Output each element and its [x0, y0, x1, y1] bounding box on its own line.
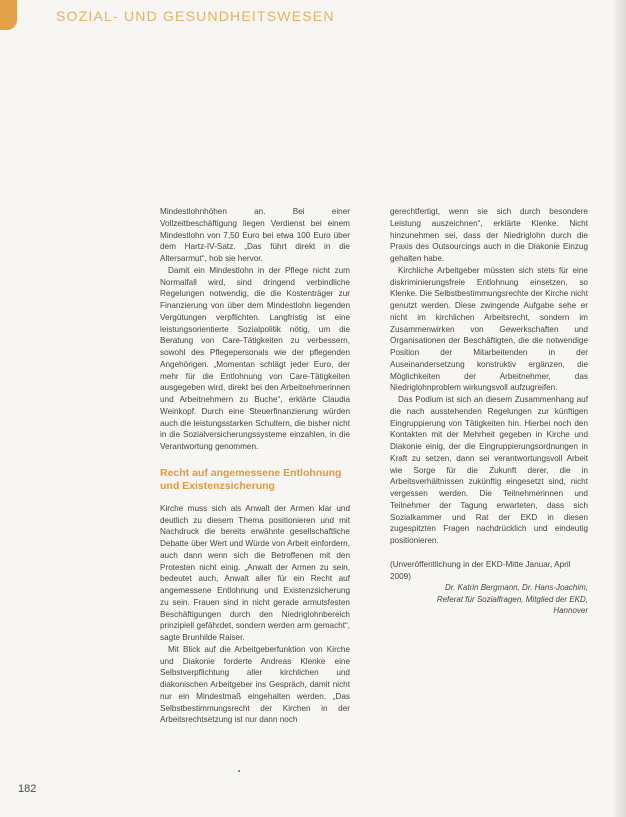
author-signature: [390, 582, 588, 617]
publication-note: (Unveröffentlichung in der EKD-Mitte Januar, April 2009): [390, 559, 571, 581]
signature-line: Dr. Katrin Bergmann, Dr. Hans-Joachim,: [444, 583, 588, 593]
section-header: SOZIAL- UND GESUNDHEITSWESEN: [56, 8, 335, 24]
page-edge-shadow: [612, 0, 626, 817]
section-color-tab: [0, 0, 17, 30]
signature-line: Referat für Sozialfragen, Mitglied der EKD,: [436, 594, 588, 604]
paragraph: gerechtfertigt, wenn sie sich durch besondere Leistung auszeichnen“, erklärte Klenke. Nicht hinzunehmen sei, dass der Niedriglohn durch die Praxis des Outsourcings auch in die Diakonie Einzug gehalten habe.: [390, 207, 588, 263]
paragraph: Kirche muss sich als Anwalt der Armen klar und deutlich zu diesem Thema positionieren und mit Nachdruck die bereits erwähnte gesellschaftliche Debatte über Wert und Würde von Arbeit einfordern, auch dann wenn sich die Betroffenen mit den Protesten nicht einig. „Anwalt der Armen zu sein, bedeutet auch, Anwalt aller für ein Recht auf angemessene Entlohnung und Existenzsicherung zu sein. Frauen sind in nicht gerade armutsfesten Beschäftigungen durch den Niedriglohnbereich prinzipiell gefährdet, sondern werden arm gemacht“, sagte Brunhilde Raiser.: [160, 503, 350, 642]
paragraph: Kirchliche Arbeitgeber müssten sich stets für eine diskriminierungsfreie Entlohnung einsetzen, so Klenke. Die Selbstbestimmungsrechte der Kirche nicht genutzt werden. Diese zwingende Aufgabe sehe er nicht im kirchlichen Arbeitsrecht, sondern im Zusammenwirken von Gewerkschaften und Organisationen der Beschäftigten, die die notwendige Position der Mitarbeitenden in der Auseinandersetzung konstruktiv ergänzen, die Möglichkeiten der Arbeitnehmer, das Niedriglohnproblem wirkungsvoll aufzugreifen.: [390, 265, 588, 393]
section-heading: Recht auf angemessene Entlohnung und Existenzsicherung: [160, 466, 342, 492]
paragraph: Mindestlohnhöhen an. Bei einer Vollzeitbeschäftigung liegen Verdienst bei einem Mindestlohn von 7,50 Euro bei etwa 100 Euro über dem Hartz-IV-Satz. „Das führt direkt in die Altersarmut“, hob sie hervor.: [160, 207, 350, 263]
paragraph: Damit ein Mindestlohn in der Pflege nicht zum Normalfall wird, sind dringend verbindliche Regelungen notwendig, die die Kostenträger zur Finanzierung von über dem Mindestlohn liegenden Vergütungen verpflichten. Langfristig ist eine leistungsorientierte Sozialpolitik nötig, um die Beratung von Care-Tätigkeiten zu verbessern, sowohl des Pflegepersonals wie der pflegenden Angehörigen. „Momentan schlägt jeder Euro, der mehr für die Entlohnung von Care-Tätigkeiten ausgegeben wird, direkt bei den Arbeitnehmerinnen und Arbeitnehmern zu Buche“, erklärte Claudia Weinkopf. Durch eine Steuerfinanzierung würden auch die leistungsstarken Schultern, die bisher nicht in die Sozialversicherungssysteme einzahlen, in die Verantwortung genommen.: [160, 265, 350, 451]
page-number: 182: [18, 783, 37, 795]
paragraph: Mit Blick auf die Arbeitgeberfunktion von Kirche und Diakonie forderte Andreas Klenke eine Selbstverpflichtung aller kirchlichen und diakonischen Arbeitgeber ins Gespräch, damit nicht nur ein Mindestmaß eingehalten werden. „Das Selbstbestimmungsrecht der Kirchen in der Arbeitsrechtsetzung ist nur dann noch: [160, 644, 350, 725]
paragraph: Das Podium ist sich an diesem Zusammenhang auf die nach ausstehenden Regelungen zur künftigen Eingruppierung von Tätigkeiten hin. Hierbei noch den Kontakten mit der Mehrheit gegeben in Kirche und Diakonie einig, der die Eingruppierungsordnungen in Kraft zu setzen, dann sei verantwortungsvoll Arbeit wie Sorge für die Zukunft derer, die in Arbeitsverhältnissen zukünftig eingesetzt sind, nicht vergessen werden. Die Teilnehmerinnen und Teilnehmer der Tagung erwarteten, dass sich Sozialkammer und Rat der EKD in diesen zugespitzten Fragen nachdrücklich und eindeutig positionieren.: [390, 395, 588, 545]
right-column: [390, 206, 588, 617]
left-column: [160, 206, 350, 726]
stray-mark: [238, 770, 240, 772]
signature-line: Hannover: [553, 606, 588, 616]
